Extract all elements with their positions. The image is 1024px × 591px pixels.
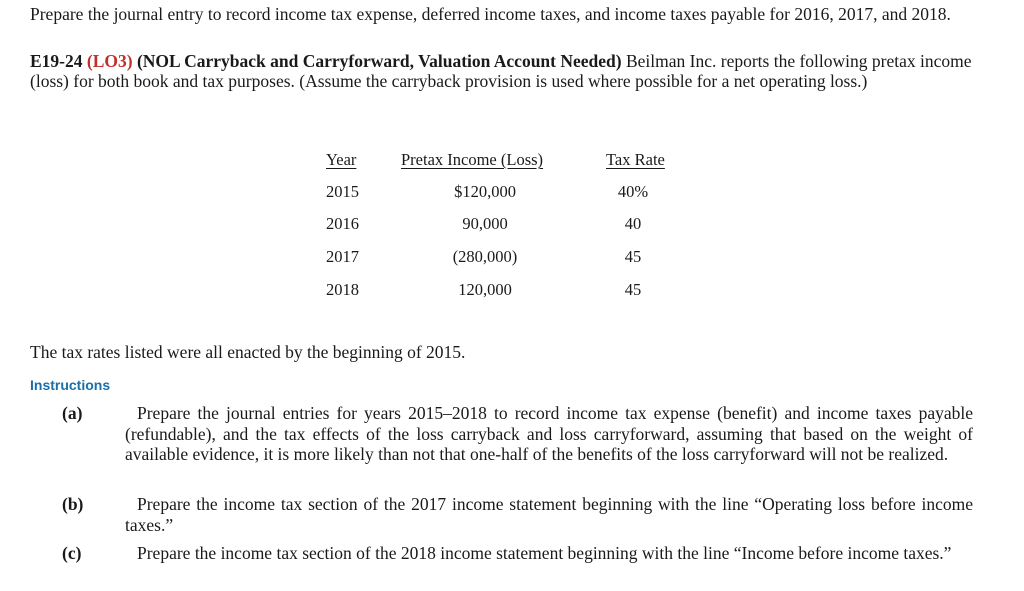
item-c-label: (c) — [62, 543, 82, 563]
item-b-text: Prepare the income tax section of the 2017 income statement beginning with the line “Operating loss before income taxes.” — [125, 494, 973, 535]
cell-year: 2016 — [326, 214, 359, 233]
cell-rate: 45 — [624, 280, 642, 299]
intro-text: Prepare the journal entry to record income tax expense, deferred income taxes, and income taxes payable for 2016, 2017, and 2018. — [30, 4, 951, 24]
cell-rate: 45 — [624, 247, 642, 266]
cell-income: 120,000 — [458, 280, 512, 299]
cell-income: $120,000 — [454, 182, 516, 201]
cell-year: 2017 — [326, 247, 359, 266]
learning-objective: (LO3) — [86, 51, 133, 71]
instructions-heading: Instructions — [30, 377, 111, 393]
cell-year: 2015 — [326, 182, 359, 201]
header-year: Year — [326, 150, 357, 169]
cell-income: (280,000) — [452, 247, 518, 266]
exercise-paragraph — [30, 51, 980, 91]
item-a-label: (a) — [62, 403, 83, 423]
item-b-label: (b) — [62, 494, 84, 514]
exercise-body: Beilman Inc. reports the following pretax income (loss) for both book and tax purposes. (Assume the carryback provision is used where possible for a net operating loss.) — [30, 51, 972, 91]
cell-year: 2018 — [326, 280, 359, 299]
exercise-number: E19-24 — [30, 51, 83, 71]
cell-rate: 40% — [617, 182, 649, 201]
item-a-text: Prepare the journal entries for years 2015–2018 to record income tax expense (benefit) and income taxes payable (refundable), and the tax effects of the loss carryback and loss carryforward, assuming that based on the weight of available evidence, it is more likely than not that one-half of the benefits of the loss carryforward will not be realized. — [125, 403, 973, 464]
cell-rate: 40 — [624, 214, 642, 233]
note-text: The tax rates listed were all enacted by the beginning of 2015. — [30, 342, 466, 362]
cell-income: 90,000 — [462, 214, 508, 233]
header-income: Pretax Income (Loss) — [401, 150, 544, 169]
header-rate: Tax Rate — [606, 150, 665, 169]
item-c-text: Prepare the income tax section of the 2018 income statement beginning with the line “Income before income taxes.” — [137, 543, 952, 563]
exercise-title: (NOL Carryback and Carryforward, Valuation Account Needed) — [136, 51, 622, 71]
